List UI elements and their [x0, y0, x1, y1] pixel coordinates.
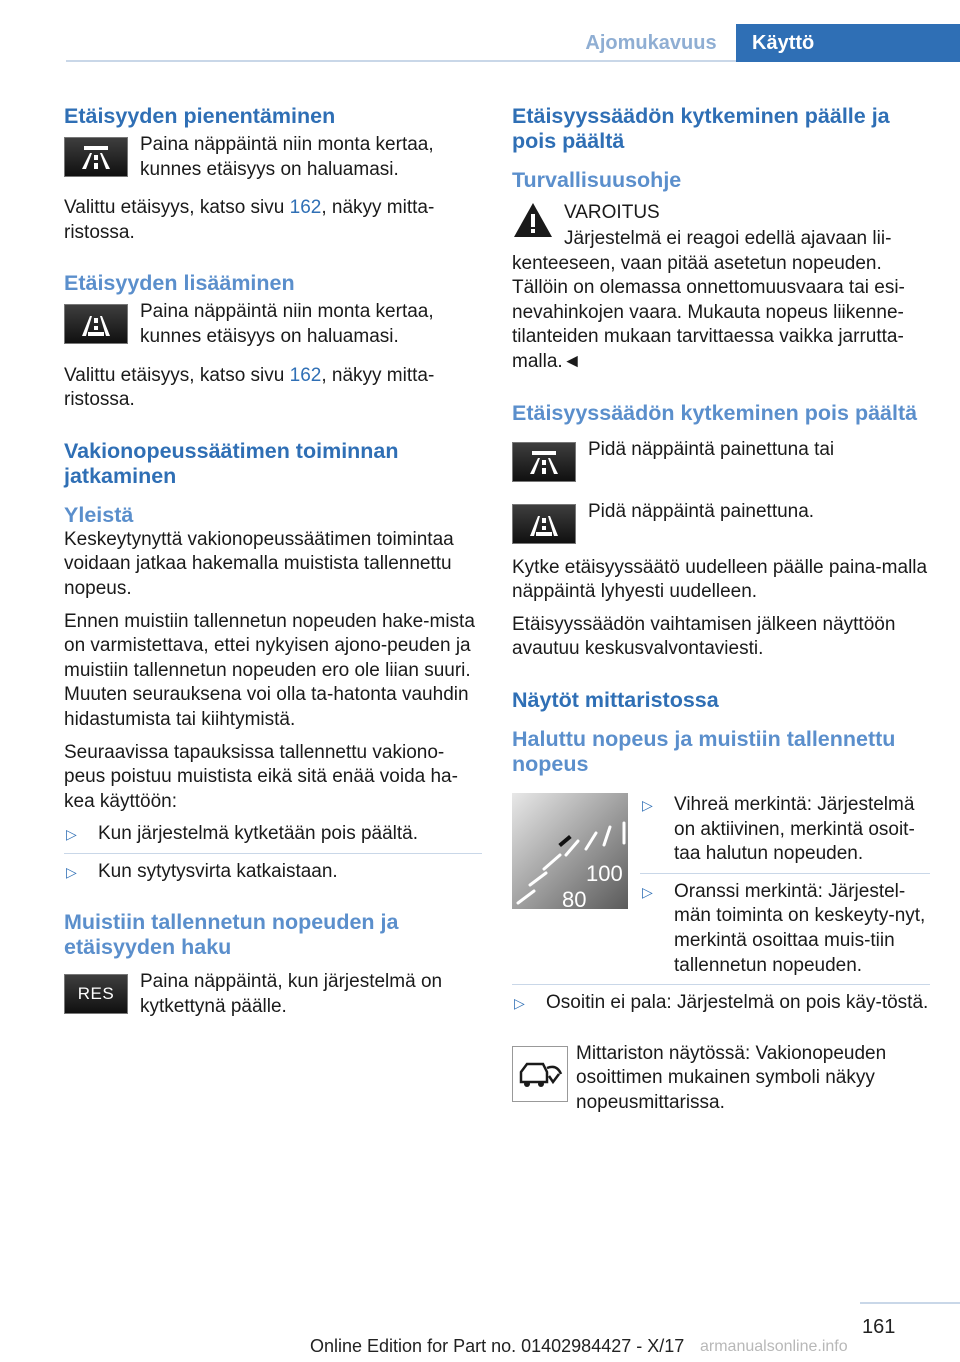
heading-general: Yleistä	[64, 502, 134, 527]
list-item	[64, 860, 482, 885]
increase-selected-text-b: , näkyy mitta-ristossa.	[64, 364, 435, 411]
decrease-selected-text-b: , näkyy mitta-ristossa.	[64, 197, 435, 243]
heading-decrease-distance: Etäisyyden pienentäminen	[64, 104, 336, 128]
list-item-text: Kun järjestelmä kytketään pois päältä.	[98, 823, 419, 845]
heading-recall-speed-distance: Muistiin tallennetun nopeuden ja etäisyyden haku	[64, 910, 399, 960]
list-divider	[640, 873, 930, 874]
off-text-1: Pidä näppäintä painettuna tai	[588, 438, 835, 460]
list-item	[640, 793, 930, 867]
heading-resume-cruise-control: Vakionopeussäätimen toiminnan jatkaminen	[64, 438, 399, 488]
heading-distance-control-on-off: Etäisyyssäädön kytkeminen päälle ja pois päältä	[512, 104, 890, 153]
page-number: 161	[862, 1316, 896, 1338]
bullet-triangle-icon: ▷	[66, 826, 77, 843]
list-item	[64, 822, 482, 847]
increase-distance-text: Paina näppäintä niin monta kertaa, kunnes etäisyys on haluamasi.	[140, 301, 434, 347]
recall-row	[64, 970, 482, 1019]
heading-distance-control-off: Etäisyyssäädön kytkeminen pois päältä	[512, 400, 918, 425]
decrease-selected-text-a: Valittu etäisyys, katso sivu	[64, 197, 290, 219]
warning-triangle-icon	[512, 201, 554, 239]
header-chapter-tab[interactable]: Käyttö	[736, 24, 960, 62]
cluster-symbol-row	[512, 1042, 930, 1116]
list-divider	[512, 984, 930, 985]
gauge-label-100: 100	[586, 860, 623, 886]
increase-distance-row	[64, 300, 482, 349]
list-item	[640, 880, 930, 978]
bullet-triangle-icon: ▷	[642, 796, 653, 813]
page-link-162[interactable]: 162	[289, 364, 322, 386]
off-row-2	[512, 500, 930, 544]
recall-text: Paina näppäintä, kun järjestelmä on kytkettynä päälle.	[140, 971, 443, 1018]
bullet-triangle-icon: ▷	[642, 883, 653, 900]
list-divider	[64, 853, 482, 854]
increase-selected-text-a: Valittu etäisyys, katso sivu	[64, 364, 290, 386]
off-text-2: Pidä näppäintä painettuna.	[588, 500, 815, 522]
off-paragraph-2: Etäisyyssäädön vaihtamisen jälkeen näyttöön avautuu keskusvalvontaviesti.	[512, 613, 896, 660]
decrease-distance-text: Paina näppäintä niin monta kertaa, kunnes etäisyys on haluamasi.	[140, 134, 434, 180]
general-paragraph-1: Keskeytynyttä vakionopeussäätimen toimintaa voidaan jatkaa hakemalla muistista tallennettu nopeus.	[64, 528, 454, 599]
distance-increase-button-icon	[512, 504, 576, 544]
list-item-text: Kun sytytysvirta katkaistaan.	[98, 860, 338, 882]
gauge-section	[512, 793, 930, 978]
off-row-1	[512, 438, 930, 482]
decrease-distance-row	[64, 133, 482, 182]
decrease-selected-distance	[64, 196, 482, 245]
general-paragraph-3: Seuraavissa tapauksissa tallennettu vakiono-peus poistuu muistista eikä sitä enää voida ha-kea käyttöön:	[64, 741, 458, 812]
list-item-text: Oranssi merkintä: Järjestel-män toiminta on keskeyty-nyt, merkintä osoittaa muis-tiin tallennetun nopeuden.	[674, 880, 926, 976]
warning-block	[512, 201, 930, 375]
footer-edition-text: Online Edition for Part no. 01402984427 - X/17	[310, 1336, 685, 1356]
cluster-symbol-text: Mittariston näytössä: Vakionopeuden osoittimen mukainen symboli näkyy nopeusmittarissa.	[576, 1042, 887, 1113]
gauge-bullets	[640, 793, 930, 978]
left-column	[64, 100, 482, 1020]
bullet-triangle-icon: ▷	[66, 863, 77, 880]
distance-decrease-button-icon	[512, 442, 576, 482]
distance-increase-button-icon	[64, 304, 128, 344]
warning-text: Järjestelmä ei reagoi edellä ajavaan lii-kenteeseen, vaan pitää asetetun nopeuden. Tällöin on olemassa onnettomuusvaara tai esi-nevahinkojen vaara. Mukauta nopeus liikenne-tilanteiden mukaan tarvittaessa vaikka jarrutta-malla.◄	[512, 228, 905, 372]
heading-safety-note: Turvallisuusohje	[512, 168, 682, 192]
list-item	[512, 991, 930, 1016]
general-paragraph-2: Ennen muistiin tallennetun nopeuden hake-mista on varmistettava, ettei nykyisen ajono-peuden ja muistiin tallennetun nopeuden ero ole liian suuri. Muuten seurauksena voi olla ta-hatonta vauhdin hidastumista tai kiihtymistä.	[64, 610, 475, 730]
header-section-tab[interactable]: Ajomukavuus	[585, 32, 717, 54]
res-button-icon	[64, 974, 128, 1014]
list-item-text: Osoitin ei pala: Järjestelmä on pois käy-töstä.	[546, 992, 929, 1014]
heading-cluster-displays: Näytöt mittaristossa	[512, 687, 719, 712]
heading-desired-stored-speed: Haluttu nopeus ja muistiin tallennettu nopeus	[512, 726, 896, 776]
watermark-text: armanualsonline.info	[700, 1338, 848, 1355]
list-item-text: Vihreä merkintä: Järjestelmä on aktiivinen, merkintä osoit-taa halutun nopeuden.	[674, 793, 915, 865]
speedometer-gauge-image	[512, 793, 628, 909]
footer-rule	[860, 1302, 960, 1304]
warning-title-text: VAROITUS	[564, 202, 660, 223]
cruise-control-symbol-icon	[512, 1046, 568, 1102]
right-column	[512, 100, 930, 1115]
gauge-label-80: 80	[562, 886, 587, 909]
page-link-162[interactable]: 162	[289, 197, 322, 219]
off-paragraph-1: Kytke etäisyyssäätö uudelleen päälle paina-malla näppäintä lyhyesti uudelleen.	[512, 556, 928, 603]
increase-selected-distance	[64, 364, 482, 413]
distance-decrease-button-icon	[64, 137, 128, 177]
bullet-triangle-icon: ▷	[514, 995, 525, 1012]
heading-increase-distance: Etäisyyden lisääminen	[64, 271, 295, 296]
res-button-label: RES	[77, 984, 115, 1004]
